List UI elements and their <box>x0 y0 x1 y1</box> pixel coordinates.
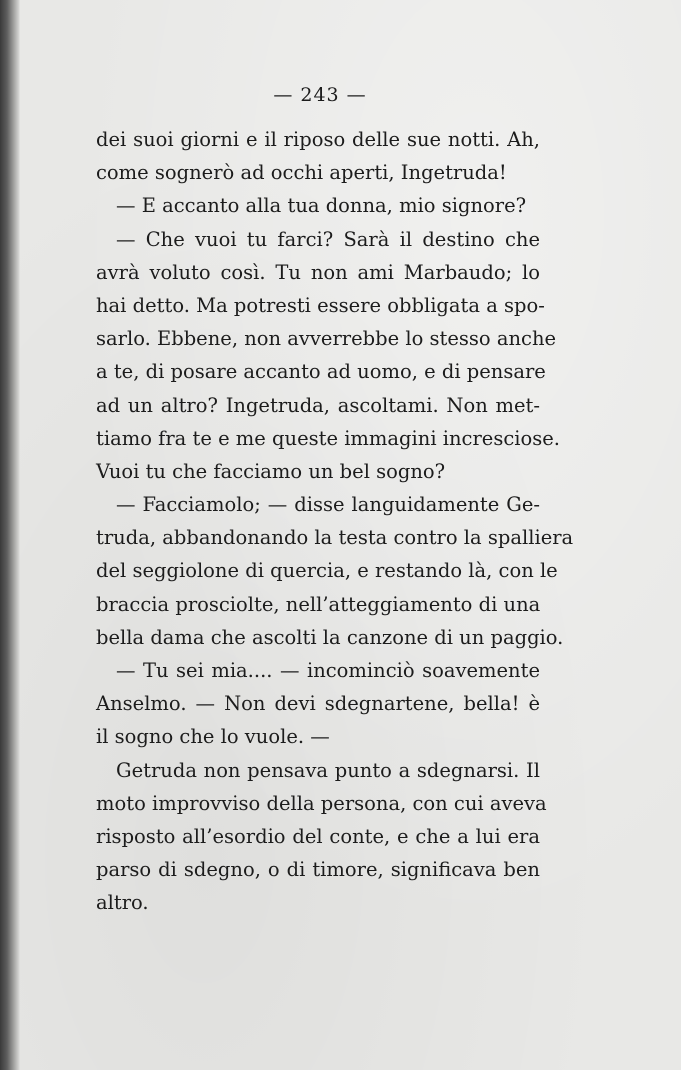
text-line: Anselmo. — Non devi sdegnartene, bella! è <box>96 692 540 716</box>
text-line: — Che vuoi tu farci? Sarà il destino che <box>116 227 540 251</box>
text-line: moto improvviso della persona, con cui aveva <box>96 791 547 815</box>
text-line: il sogno che lo vuole. — <box>96 725 330 749</box>
text-line: a te, di posare accanto ad uomo, e di pensare <box>96 360 546 384</box>
text-line: dei suoi giorni e il riposo delle sue notti. Ah, <box>96 128 540 151</box>
text-line: truda, abbandonando la testa contro la spalliera <box>96 526 574 550</box>
text-line: avrà voluto così. Tu non ami Marbaudo; lo <box>96 260 540 284</box>
text-line: hai detto. Ma potresti essere obbligata a spo- <box>96 293 545 317</box>
text-line: Vuoi tu che facciamo un bel sogno? <box>96 459 446 483</box>
book-binding-edge <box>0 0 20 1070</box>
text-line: — E accanto alla tua donna, mio signore? <box>116 194 527 218</box>
text-line: altro. <box>96 891 149 915</box>
text-line: Getruda non pensava punto a sdegnarsi. Il <box>116 758 540 782</box>
text-line: parso di sdegno, o di timore, significava ben <box>96 858 540 882</box>
text-line: del seggiolone di quercia, e restando là, con le <box>96 559 558 583</box>
page-number: — 243 — <box>273 84 367 106</box>
text-line: — Tu sei mia.... — incominciò soavemente <box>116 659 540 682</box>
text-line: ad un altro? Ingetruda, ascoltami. Non met- <box>96 393 540 417</box>
text-line: sarlo. Ebbene, non avverrebbe lo stesso anche <box>96 327 557 351</box>
body-text <box>96 123 574 920</box>
text-line: come sognerò ad occhi aperti, Ingetruda! <box>96 161 507 185</box>
text-line: tiamo fra te e me queste immagini incresciose. <box>96 426 560 450</box>
text-line: braccia prosciolte, nell’atteggiamento di una <box>96 592 541 616</box>
text-line: risposto all’esordio del conte, e che a lui era <box>96 824 540 848</box>
text-line: — Facciamolo; — disse languidamente Ge- <box>116 493 540 517</box>
text-line: bella dama che ascolti la canzone di un paggio. <box>96 625 564 649</box>
